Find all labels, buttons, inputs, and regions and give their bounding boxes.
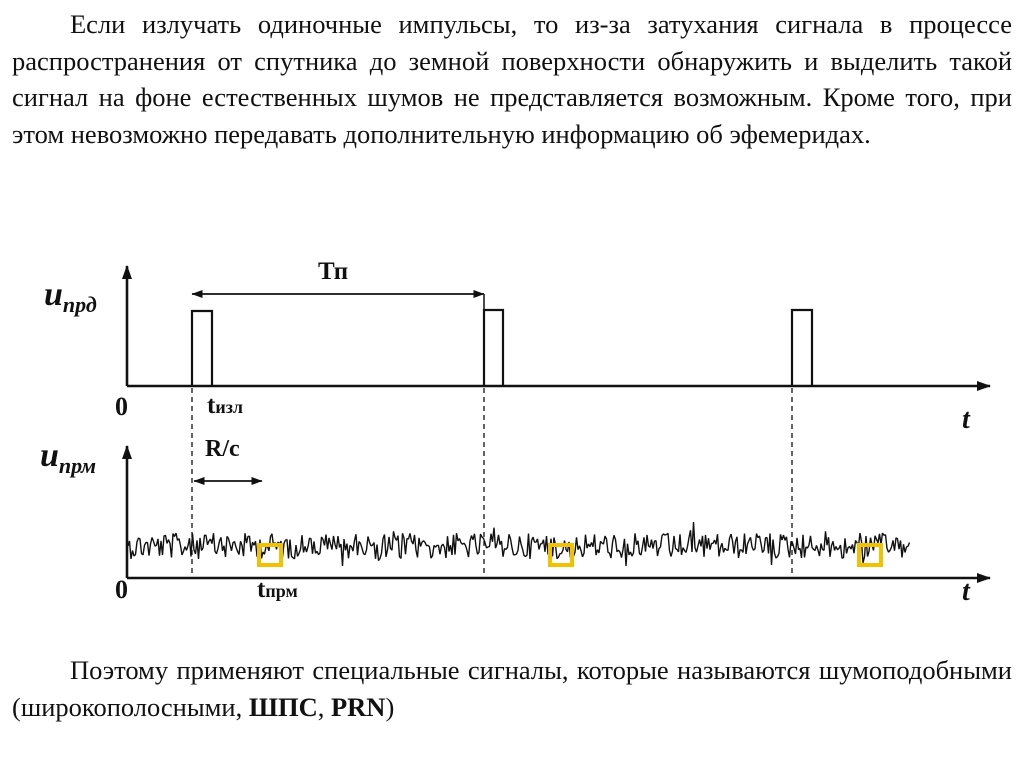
emission-time-label: tизл	[207, 392, 244, 419]
period-label: Тп	[318, 258, 349, 285]
transmit-x-label: t	[962, 404, 970, 435]
transmit-pulse-2	[484, 310, 503, 386]
delay-label: R/c	[205, 436, 240, 462]
conclusion-text: Поэтому применяют специальные сигналы, которые называются шумоподобными (широкополосными,	[12, 655, 1012, 722]
conclusion-paragraph	[12, 652, 1012, 725]
transmit-plot	[44, 258, 990, 435]
intro-paragraph: Если излучать одиночные импульсы, то из-за затухания сигнала в процессе распространения от спутника до земной поверхности обнаружить и выделить такой сигнал на фоне естественных шумов не представляется возможным. Кроме того, при этом невозможно передавать дополнительную информацию об эфемеридах.	[12, 9, 1012, 149]
term-shps: ШПС	[248, 691, 318, 722]
transmit-pulse-3	[792, 310, 812, 386]
closing-paren: )	[385, 691, 395, 722]
transmit-origin-label: 0	[115, 392, 128, 421]
receive-y-label: $u_{прм}$	[40, 437, 97, 478]
receive-plot	[40, 436, 990, 607]
term-separator: ,	[317, 691, 331, 722]
reception-time-label: tпрм	[257, 576, 298, 603]
transmit-pulse-1	[192, 311, 212, 386]
transmit-y-label: $u_{прд}$	[44, 276, 97, 317]
receive-x-label: t	[962, 576, 970, 607]
receive-origin-label: 0	[115, 575, 128, 604]
term-prn: PRN	[330, 691, 386, 722]
